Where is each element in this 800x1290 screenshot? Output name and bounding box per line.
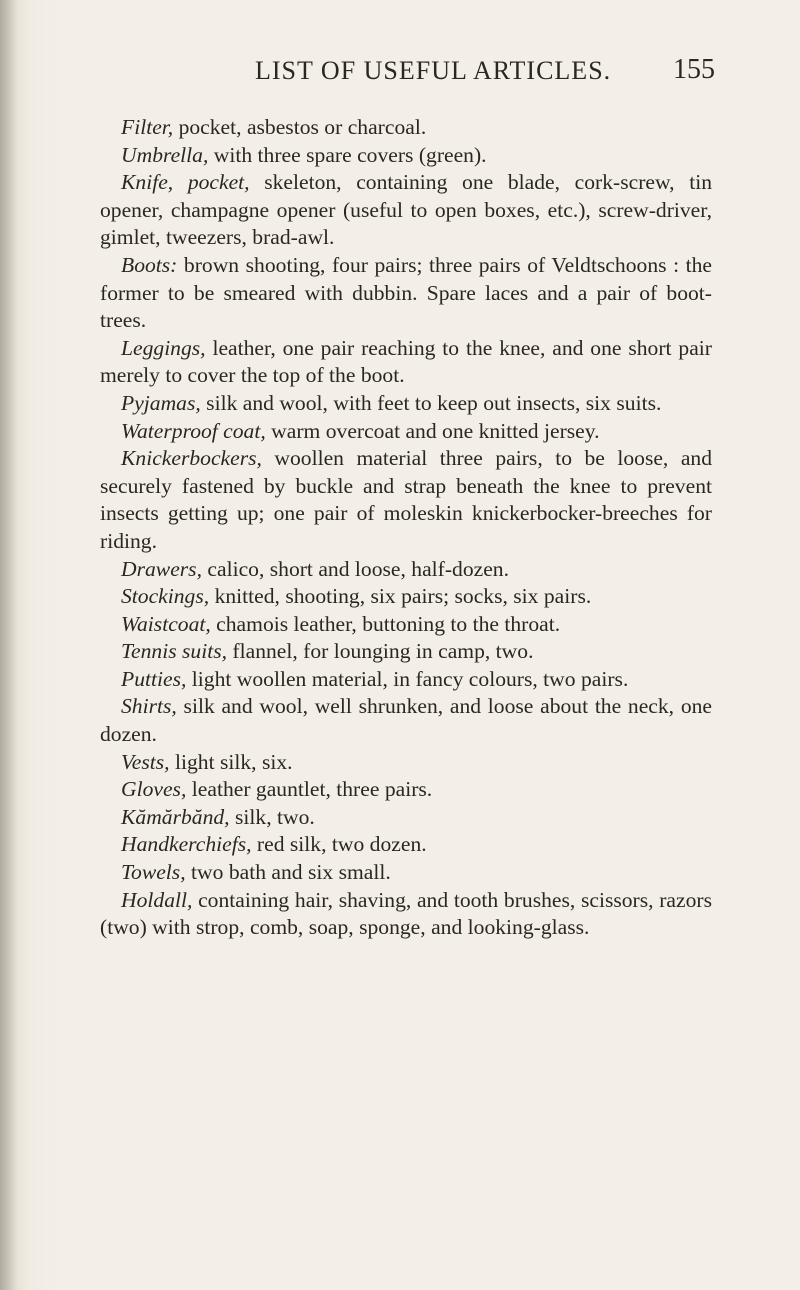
item-term: Towels, xyxy=(121,860,186,885)
page-header xyxy=(255,56,715,96)
list-item xyxy=(100,142,712,170)
item-description: warm overcoat and one knitted jersey. xyxy=(265,418,600,443)
item-description: woollen material three pairs, to be loose, and securely fastened by buckle and strap beneath the knee to prevent insects getting up; one pair of moleskin knickerbocker-breeches for riding. xyxy=(100,446,712,553)
item-term: Holdall, xyxy=(121,887,193,912)
item-description: silk, two. xyxy=(229,804,315,829)
list-item xyxy=(100,638,712,666)
item-description: silk and wool, well shrunken, and loose about the neck, one dozen. xyxy=(100,694,712,747)
item-description: skeleton, containing one blade, cork-screw, tin opener, champagne opener (useful to open boxes, etc.), screw-driver, gimlet, tweezers, brad-awl. xyxy=(100,170,713,250)
article-list xyxy=(100,114,712,942)
list-item xyxy=(100,556,712,584)
item-term: Kămărbănd, xyxy=(121,804,230,829)
item-description: leather, one pair reaching to the knee, and one short pair merely to cover the top of the boot. xyxy=(100,335,712,388)
item-description: leather gauntlet, three pairs. xyxy=(186,777,433,802)
running-title: LIST OF USEFUL ARTICLES. xyxy=(255,56,612,85)
item-description: light woollen material, in fancy colours, two pairs. xyxy=(186,666,629,691)
list-item xyxy=(100,859,712,887)
list-item xyxy=(100,831,712,859)
item-term: Stockings, xyxy=(121,584,210,609)
list-item xyxy=(100,418,712,446)
page-gutter-shadow xyxy=(0,0,18,1290)
item-term: Waistcoat, xyxy=(121,611,211,636)
item-description: chamois leather, buttoning to the throat. xyxy=(210,611,561,636)
item-term: Vests, xyxy=(121,749,170,774)
item-description: brown shooting, four pairs; three pairs of Veldtschoons : the former to be smeared with dubbin. Spare laces and a pair of boot-trees. xyxy=(100,252,712,333)
item-description: pocket, asbestos or charcoal. xyxy=(173,115,427,139)
list-item xyxy=(100,611,712,639)
item-description: light silk, six. xyxy=(169,749,293,774)
list-item xyxy=(100,114,712,142)
item-description: calico, short and loose, half-dozen. xyxy=(202,556,510,581)
item-term: Umbrella, xyxy=(121,142,209,167)
item-description: silk and wool, with feet to keep out insects, six suits. xyxy=(200,390,662,415)
list-item xyxy=(100,749,712,777)
page-number: 155 xyxy=(673,54,715,85)
list-item xyxy=(100,445,712,555)
item-term: Boots: xyxy=(121,252,178,277)
item-description: knitted, shooting, six pairs; socks, six pairs. xyxy=(209,584,592,609)
list-item xyxy=(100,887,712,942)
item-term: Filter, xyxy=(121,115,174,139)
item-term: Tennis suits, xyxy=(121,639,228,664)
item-term: Knickerbockers, xyxy=(121,446,262,471)
item-term: Knife, pocket, xyxy=(121,170,250,195)
list-item xyxy=(100,666,712,694)
list-item xyxy=(100,335,712,390)
item-term: Gloves, xyxy=(121,777,187,802)
list-item xyxy=(100,169,712,252)
item-term: Putties, xyxy=(121,666,187,691)
item-term: Drawers, xyxy=(121,556,202,581)
list-item xyxy=(100,804,712,832)
item-term: Waterproof coat, xyxy=(121,418,266,443)
item-term: Handkerchiefs, xyxy=(121,832,252,857)
item-term: Pyjamas, xyxy=(121,390,201,415)
list-item xyxy=(100,252,712,335)
item-description: two bath and six small. xyxy=(185,860,391,885)
item-description: red silk, two dozen. xyxy=(251,832,427,857)
item-description: with three spare covers (green). xyxy=(208,142,487,167)
list-item xyxy=(100,776,712,804)
item-term: Leggings, xyxy=(121,335,206,360)
list-item xyxy=(100,583,712,611)
item-description: flannel, for lounging in camp, two. xyxy=(227,639,534,664)
list-item xyxy=(100,390,712,418)
item-term: Shirts, xyxy=(121,694,177,719)
list-item xyxy=(100,693,712,748)
item-description: containing hair, shaving, and tooth brushes, scissors, razors (two) with strop, comb, soap, sponge, and looking-glass. xyxy=(100,887,712,940)
